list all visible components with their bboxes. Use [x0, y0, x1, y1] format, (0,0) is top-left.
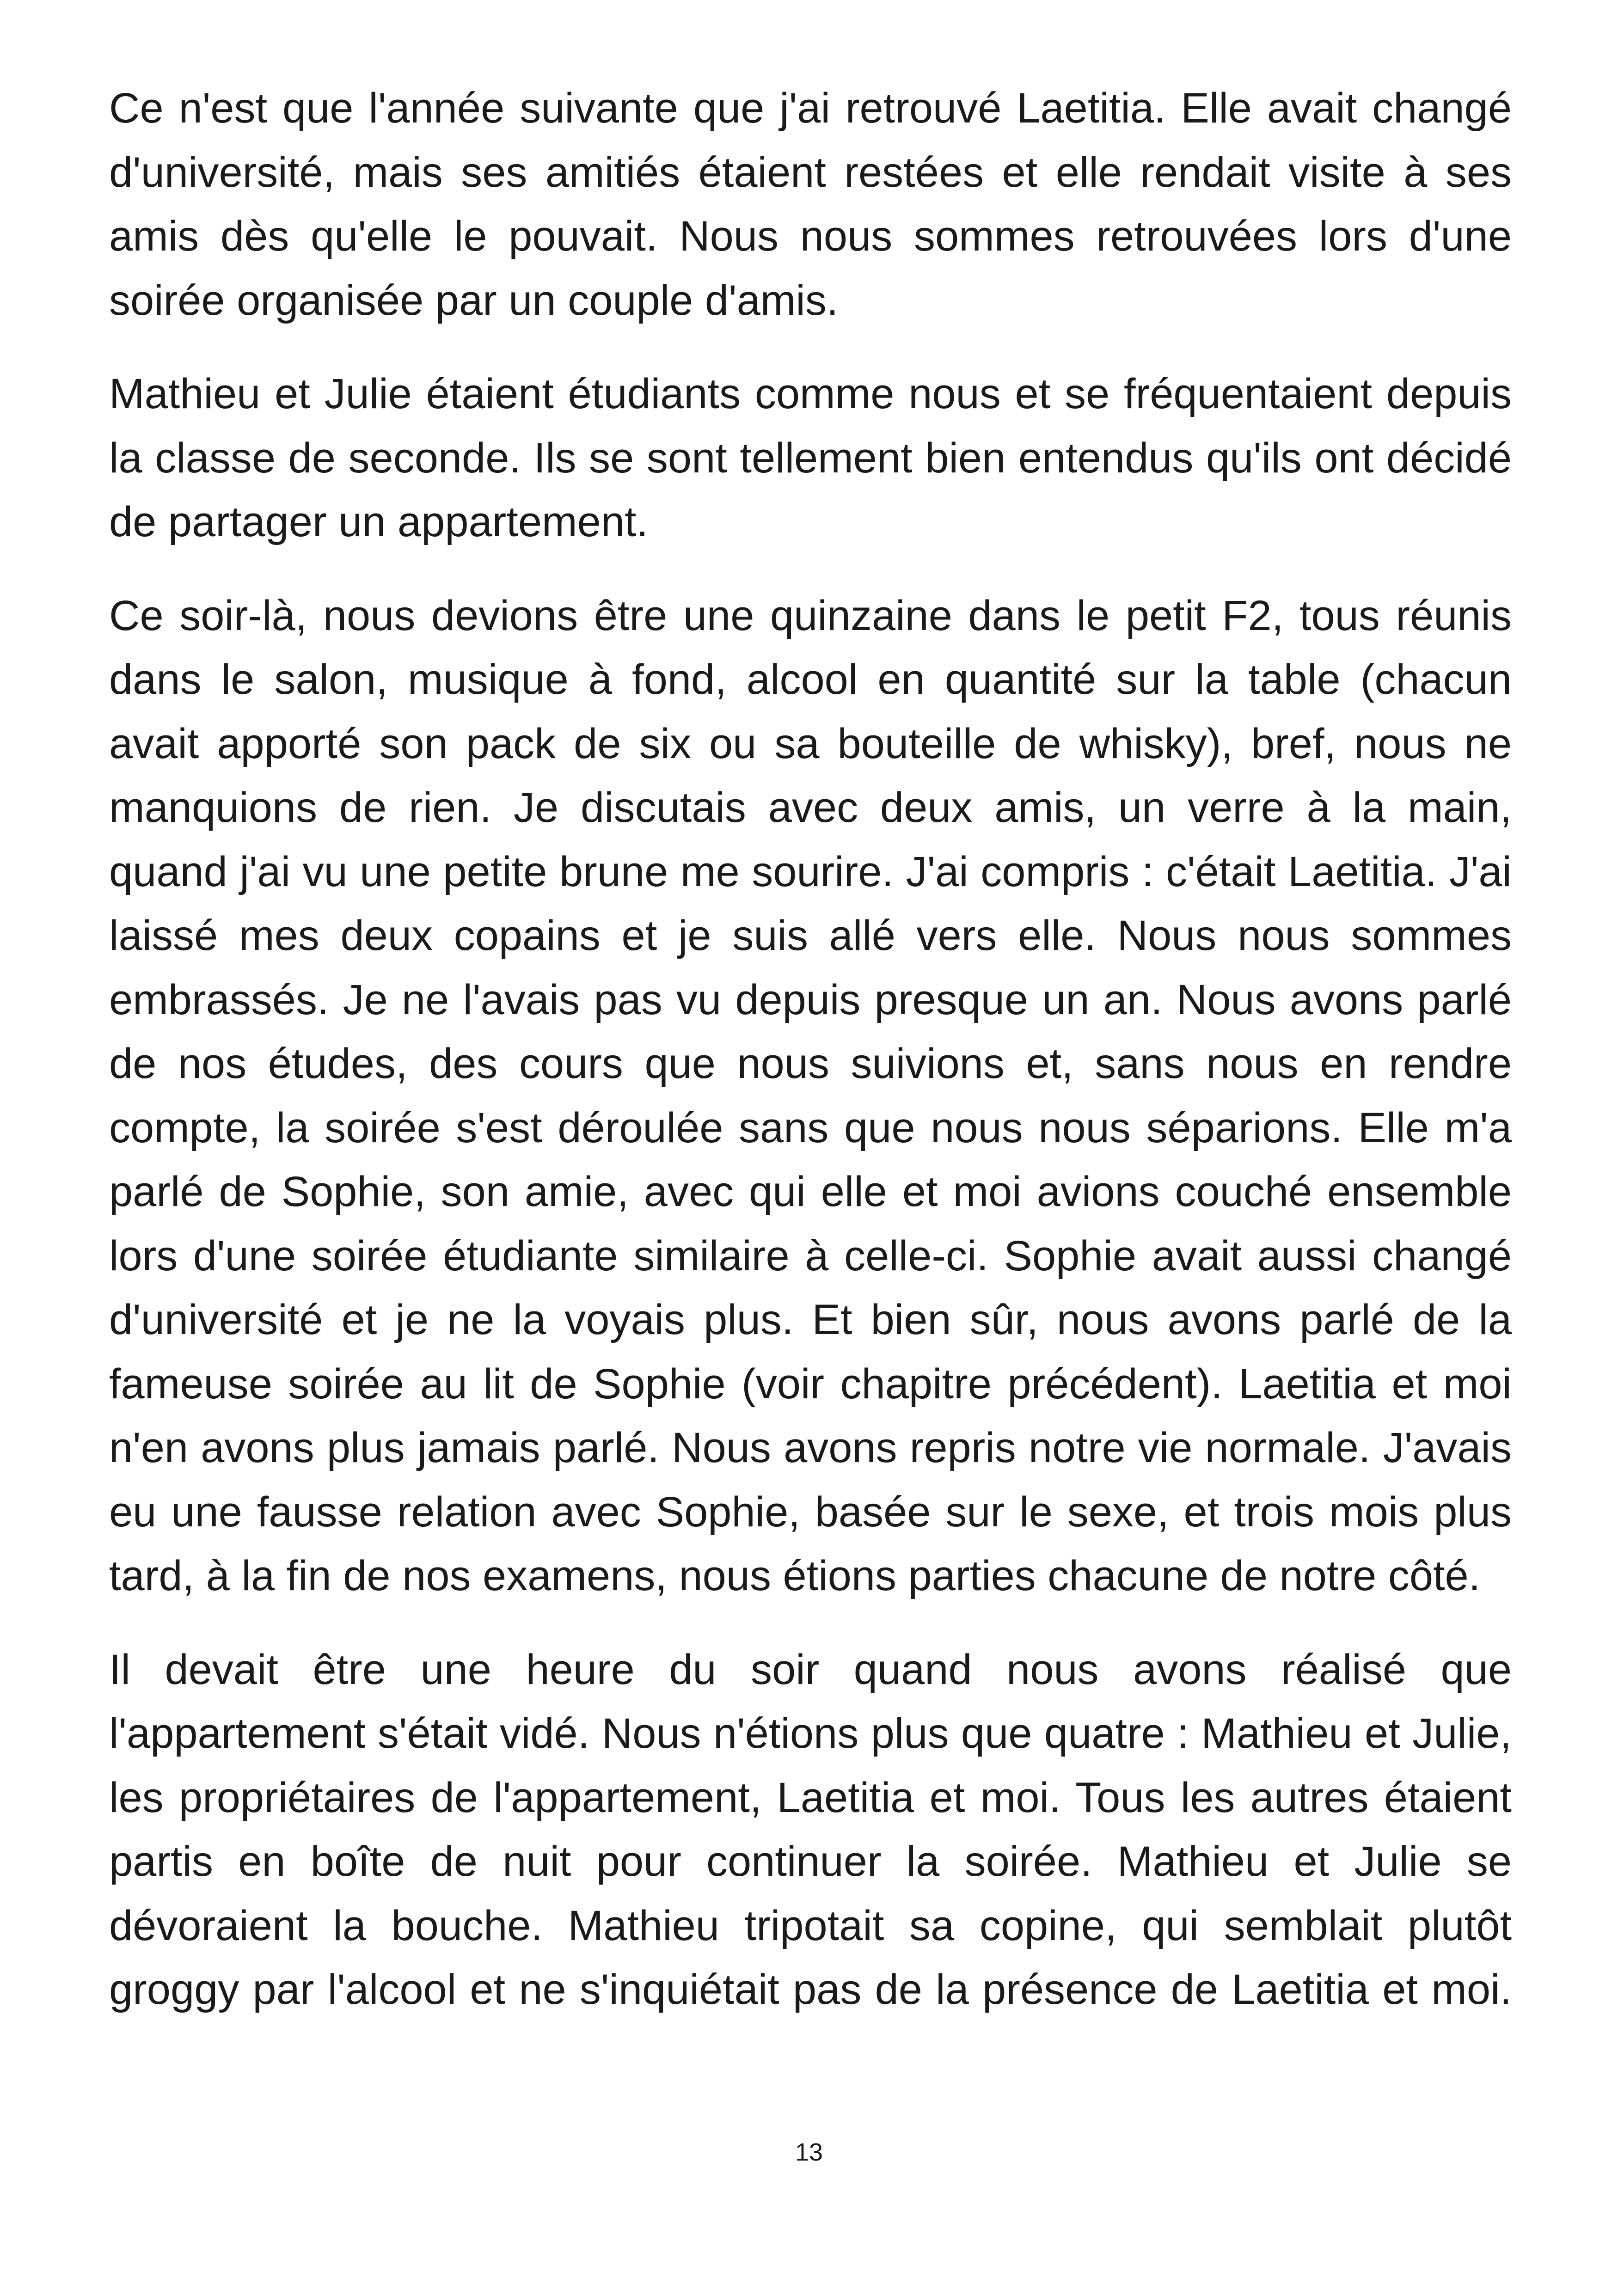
paragraph-2: Mathieu et Julie étaient étudiants comme nous et se fréquentaient depuis la classe de seconde. Ils se sont tellement bien entendus qu'ils ont décidé de partager un appartement.	[109, 370, 1512, 545]
paragraph-3: Ce soir-là, nous devions être une quinzaine dans le petit F2, tous réunis dans le salon, musique à fond, alcool en quantité sur la table (chacun avait apporté son pack de six ou sa bouteille de whisky), bref, nous ne manquions de rien. Je discutais avec deux amis, un verre à la main, quand j'ai vu une petite brune me sourire. J'ai compris : c'était Laetitia. J'ai laissé mes deux copains et je suis allé vers elle. Nous nous sommes embrassés. Je ne l'avais pas vu depuis presque un an. Nous avons parlé de nos études, des cours que nous suivions et, sans nous en rendre compte, la soirée s'est déroulée sans que nous nous séparions. Elle m'a parlé de Sophie, son amie, avec qui elle et moi avions couché ensemble lors d'une soirée étudiante similaire à celle-ci. Sophie avait aussi changé d'université et je ne la voyais plus. Et bien sûr, nous avons parlé de la fameuse soirée au lit de Sophie (voir chapitre précédent). Laetitia et moi n'en avons plus jamais parlé. Nous avons repris notre vie normale. J'avais eu une fausse relation avec Sophie, basée sur le sexe, et trois mois plus tard, à la fin de nos examens, nous étions parties chacune de notre côté.	[109, 592, 1512, 1599]
body-text	[109, 76, 1512, 2051]
page-number: 13	[795, 2138, 823, 2166]
paragraph-4: Il devait être une heure du soir quand nous avons réalisé que l'appartement s'était vidé. Nous n'étions plus que quatre : Mathieu et Julie, les propriétaires de l'appartement, Laetitia et moi. Tous les autres étaient partis en boîte de nuit pour continuer la soirée. Mathieu et Julie se dévoraient la bouche. Mathieu tripotait sa copine, qui semblait plutôt groggy par l'alcool et ne s'inquiétait pas de la présence de Laetitia et moi.	[109, 1646, 1512, 2013]
paragraph-1: Ce n'est que l'année suivante que j'ai retrouvé Laetitia. Elle avait changé d'université, mais ses amitiés étaient restées et elle rendait visite à ses amis dès qu'elle le pouvait. Nous nous sommes retrouvées lors d'une soirée organisée par un couple d'amis.	[109, 85, 1512, 324]
